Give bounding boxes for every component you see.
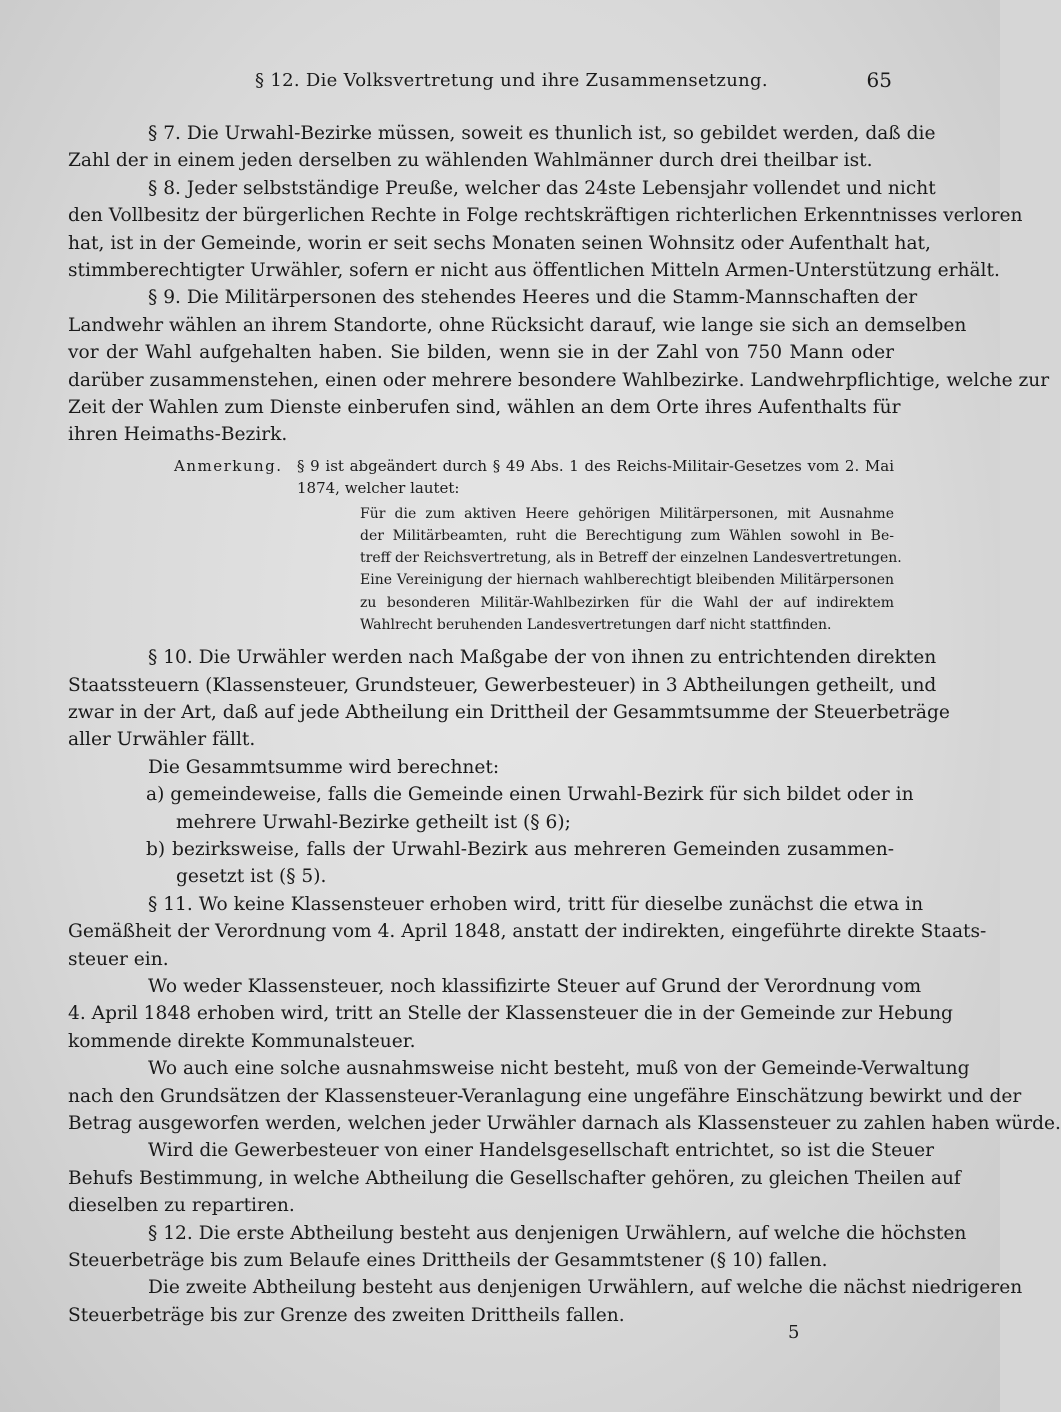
note-label: Anmerkung. xyxy=(174,456,283,475)
signature-mark: 5 xyxy=(788,1322,800,1343)
text-line: Gemäßheit der Verordnung vom 4. April 1848, anstatt der indirekten, eingeführte direkte Staats- xyxy=(68,921,987,943)
text-line: mehrere Urwahl-Bezirke getheilt ist (§ 6); xyxy=(176,811,571,833)
text-line: kommende direkte Kommunalsteuer. xyxy=(68,1030,416,1052)
text-line: Die zweite Abtheilung besteht aus denjenigen Urwählern, auf welche die nächst niedrigeren xyxy=(148,1277,1023,1299)
text-line: stimmberechtigter Urwähler, sofern er nicht aus öffentlichen Mitteln Armen-Unterstützung erhält. xyxy=(68,260,1000,282)
paragraph-11 xyxy=(68,891,987,973)
text-line: Wo weder Klassensteuer, noch klassifizirte Steuer auf Grund der Verordnung vom xyxy=(148,975,922,997)
text-line: vor der Wahl aufgehalten haben. Sie bilden, wenn sie in der Zahl von 750 Mann oder xyxy=(68,342,894,364)
text-line: darüber zusammenstehen, einen oder mehrere besondere Wahlbezirke. Landwehrpflichtige, welche zur xyxy=(68,369,1050,391)
text-line: Zahl der in einem jeden derselben zu wählenden Wahlmänner durch drei theilbar ist. xyxy=(68,150,873,172)
paragraph-10-sum xyxy=(68,754,894,781)
paragraph-11-c xyxy=(68,1055,1061,1137)
text-line: Die Gesammtsumme wird berechnet: xyxy=(148,756,500,778)
text-line: § 11. Wo keine Klassensteuer erhoben wird, tritt für dieselbe zunächst die etwa in xyxy=(148,893,924,915)
text-line: Wird die Gewerbesteuer von einer Handelsgesellschaft entrichtet, so ist die Steuer xyxy=(148,1140,934,1162)
text-line: 4. April 1848 erhoben wird, tritt an Stelle der Klassensteuer die in der Gemeinde zur Hebung xyxy=(68,1003,953,1025)
paragraph-9 xyxy=(68,284,1050,448)
text-line: Betrag ausgeworfen werden, welchen jeder Urwähler darnach als Klassensteuer zu zahlen haben würde. xyxy=(68,1113,1061,1134)
text-line: Zeit der Wahlen zum Dienste einberufen sind, wählen an dem Orte ihres Aufenthalts für xyxy=(68,397,901,419)
paragraph-10-list xyxy=(68,781,914,891)
page-body xyxy=(68,120,1061,1329)
page-number: 65 xyxy=(866,68,892,92)
paragraph-7 xyxy=(68,120,936,175)
text-line: aller Urwähler fällt. xyxy=(68,729,256,751)
text-line: zu besonderen Militär-Wahlbezirken für die Wahl der auf indirektem xyxy=(360,594,894,611)
text-line: den Vollbesitz der bürgerlichen Rechte in Folge rechtskräftigen richterlichen Erkenntnisses verloren xyxy=(68,205,1023,227)
list-item xyxy=(68,781,914,808)
paragraph-12 xyxy=(68,1220,967,1275)
text-line: nach den Grundsätzen der Klassensteuer-Veranlagung eine ungefähre Einschätzung bewirkt und der xyxy=(68,1085,1022,1107)
text-line: § 8. Jeder selbstständige Preuße, welcher das 24ste Lebensjahr vollendet und nicht xyxy=(148,177,936,199)
text-line: § 9. Die Militärpersonen des stehendes Heeres und die Stamm-Mannschaften der xyxy=(148,287,918,309)
running-header xyxy=(0,70,1000,100)
text-line: hat, ist in der Gemeinde, worin er seit sechs Monaten seinen Wohnsitz oder Aufenthalt hat, xyxy=(68,232,931,254)
annotation-note xyxy=(68,455,902,636)
text-line: dieselben zu repartiren. xyxy=(68,1195,295,1217)
list-item-continuation xyxy=(68,809,894,836)
paragraph-12-b xyxy=(68,1274,1023,1329)
text-line: Behufs Bestimmung, in welche Abtheilung die Gesellschafter gehören, zu gleichen Theilen auf xyxy=(68,1167,961,1189)
paragraph-10 xyxy=(68,644,950,754)
text-line: Steuerbeträge bis zur Grenze des zweiten Drittheils fallen. xyxy=(68,1304,625,1326)
text-line: Steuerbeträge bis zum Belaufe eines Drittheils der Gesammtstener (§ 10) fallen. xyxy=(68,1250,828,1272)
text-line: Staatssteuern (Klassensteuer, Grundsteuer, Gewerbesteuer) in 3 Abtheilungen getheilt, und xyxy=(68,674,937,696)
text-line: Wahlrecht beruhenden Landesvertretungen darf nicht stattfinden. xyxy=(360,616,832,633)
text-line: 1874, welcher lautet: xyxy=(297,478,460,497)
text-line: treff der Reichsvertretung, als in Betreff der einzelnen Landesvertretungen. xyxy=(360,550,902,567)
text-line: Für die zum aktiven Heere gehörigen Militärpersonen, mit Ausnahme xyxy=(360,505,894,522)
text-line: § 10. Die Urwähler werden nach Maßgabe der von ihnen zu entrichtenden direkten xyxy=(148,647,937,669)
header-title: § 12. Die Volksvertretung und ihre Zusammensetzung. xyxy=(255,70,768,91)
text-line: steuer ein. xyxy=(68,948,169,970)
text-line: Wo auch eine solche ausnahmsweise nicht besteht, muß von der Gemeinde-Verwaltung xyxy=(148,1058,970,1080)
note-intro xyxy=(297,455,894,499)
text-line: ihren Heimaths-Bezirk. xyxy=(68,424,288,446)
text-line: § 7. Die Urwahl-Bezirke müssen, soweit es thunlich ist, so gebildet werden, daß die xyxy=(148,123,936,144)
text-line: der Militärbeamten, ruht die Berechtigung zum Wählen sowohl in Be- xyxy=(360,528,894,545)
text-line: Landwehr wählen an ihrem Standorte, ohne Rücksicht darauf, wie lange sie sich an demselben xyxy=(68,314,967,336)
text-line: zwar in der Art, daß auf jede Abtheilung ein Drittheil der Gesammtsumme der Steuerbeträge xyxy=(68,701,950,723)
paragraph-8 xyxy=(68,175,1023,285)
paragraph-11-b xyxy=(68,973,953,1055)
text-line: Eine Vereinigung der hiernach wahlberechtigt bleibenden Militärpersonen xyxy=(360,572,894,589)
text-line: § 12. Die erste Abtheilung besteht aus denjenigen Urwählern, auf welche die höchsten xyxy=(148,1222,967,1244)
list-item xyxy=(68,836,894,863)
text-line: gesetzt ist (§ 5). xyxy=(176,866,327,888)
text-line: a) gemeindeweise, falls die Gemeinde einen Urwahl-Bezirk für sich bildet oder in xyxy=(146,784,914,806)
note-quote xyxy=(360,503,902,636)
paragraph-11-d xyxy=(68,1137,961,1219)
text-line: § 9 ist abgeändert durch § 49 Abs. 1 des Reichs-Militair-Gesetzes vom 2. Mai xyxy=(297,456,894,475)
text-line: b) bezirksweise, falls der Urwahl-Bezirk aus mehreren Gemeinden zusammen- xyxy=(146,838,894,860)
list-item-continuation xyxy=(68,863,894,890)
